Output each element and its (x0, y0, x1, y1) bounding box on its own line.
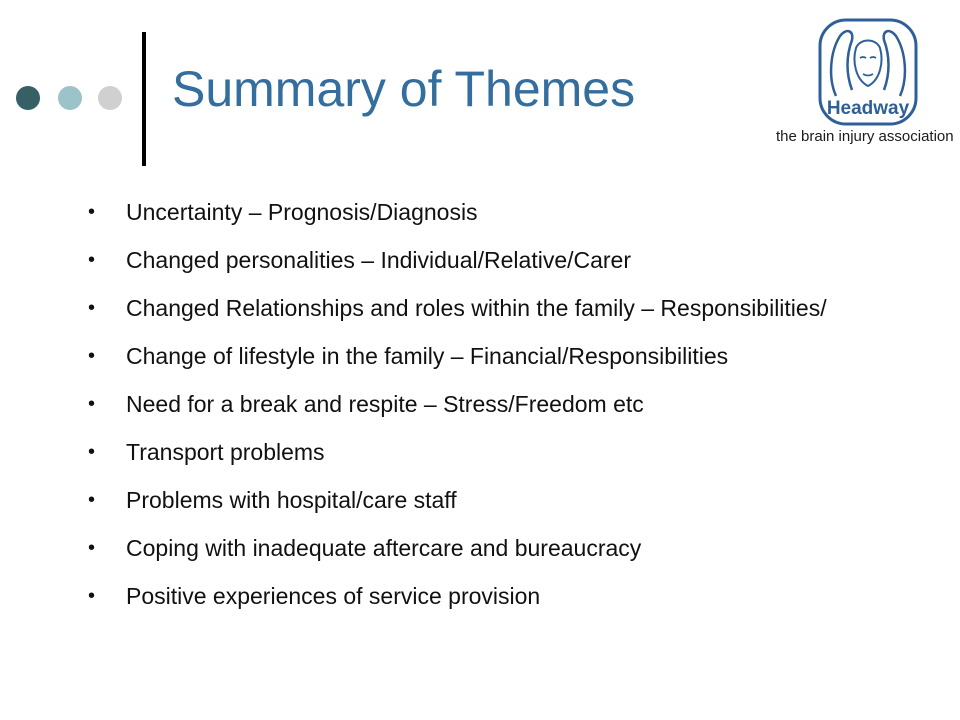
bullet-icon: • (88, 297, 96, 319)
list-item: • Uncertainty – Prognosis/Diagnosis (88, 199, 478, 225)
list-item: • Transport problems (88, 439, 325, 465)
slide-title: Summary of Themes (172, 61, 636, 117)
bullet-icon: • (88, 537, 96, 559)
list-item: • Need for a break and respite – Stress/Freedom etc (88, 391, 644, 417)
logo-tagline: the brain injury association (776, 128, 954, 145)
list-item: • Changed Relationships and roles within the family – Responsibilities/ (88, 295, 827, 321)
bullet-icon: • (88, 585, 96, 607)
themes-list (88, 200, 868, 632)
bullet-icon: • (88, 345, 96, 367)
logo-wordmark: Headway (826, 98, 910, 119)
bullet-icon: • (88, 249, 96, 271)
bullet-icon: • (88, 393, 96, 415)
list-item: • Changed personalities – Individual/Relative/Carer (88, 247, 632, 273)
bullet-icon: • (88, 441, 96, 463)
dot-light (98, 86, 122, 110)
list-item: • Coping with inadequate aftercare and bureaucracy (88, 535, 642, 561)
list-item: • Problems with hospital/care staff (88, 487, 457, 513)
headway-logo (776, 18, 952, 150)
list-item: • Positive experiences of service provision (88, 583, 541, 609)
bullet-icon: • (88, 489, 96, 511)
face-in-hands-logo-icon (776, 18, 952, 128)
title-divider (142, 32, 146, 166)
dot-dark (16, 86, 40, 110)
list-item: • Change of lifestyle in the family – Financial/Responsibilities (88, 343, 729, 369)
dot-mid (58, 86, 82, 110)
bullet-icon: • (88, 201, 96, 223)
